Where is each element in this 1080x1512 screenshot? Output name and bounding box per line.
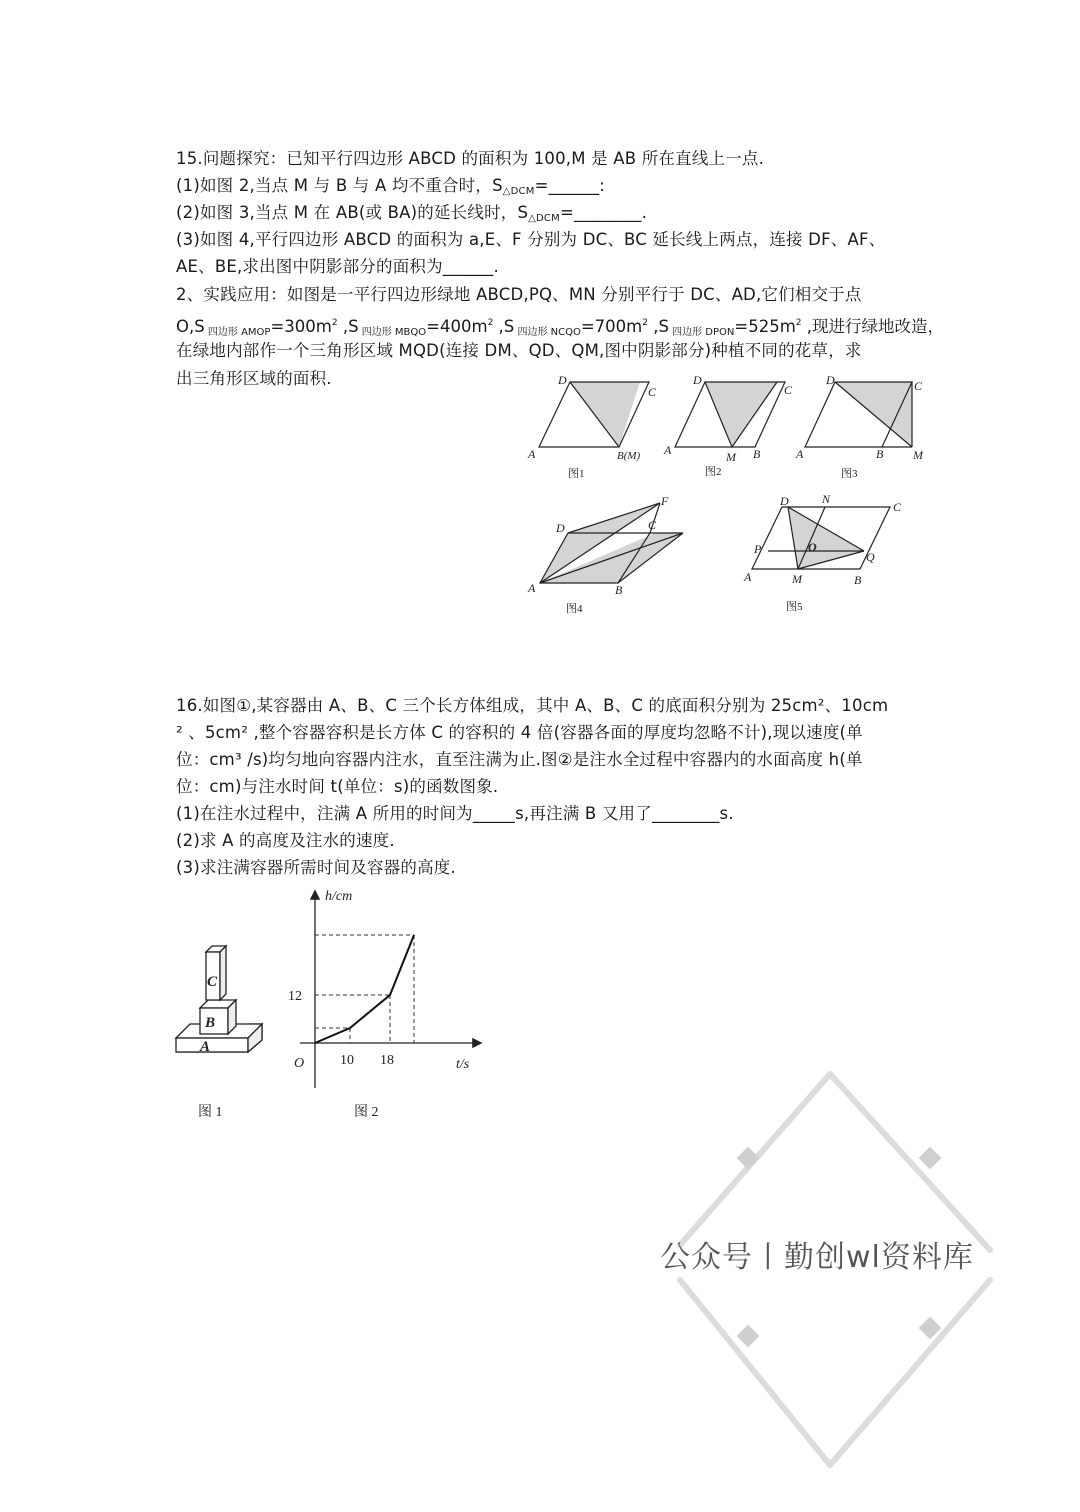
q2-line-4: 出三角形区域的面积. (176, 369, 332, 388)
q16-line-5: (1)在注水过程中，注满 A 所用的时间为_____s,再注满 B 又用了________s. (176, 804, 734, 823)
wm-edge-4 (830, 1280, 990, 1465)
container-figure (170, 940, 270, 1130)
q15-line-2: (1)如图 2,当点 M 与 B 与 A 均不重合时，$S_{\triangle DCM}=\_\_\_\_\_\_$: (176, 176, 606, 197)
fig5-label-a: A (744, 570, 752, 584)
fig2-label-b: B (753, 447, 761, 461)
fig1-label-d: D (558, 373, 567, 387)
geometry-figures-svg (520, 370, 940, 630)
fig5-caption: 图5 (786, 601, 803, 613)
watermark-text: 公众号丨勤创wl资料库 (660, 1240, 974, 1275)
fig5-label-m: M (792, 572, 802, 586)
height-time-graph (280, 880, 490, 1130)
q15-line-1: 15.问题探究：已知平行四边形 ABCD 的面积为 100,M 是 AB 所在直线上一点. (176, 149, 765, 168)
q2-line-3: 在绿地内部作一个三角形区域 MQD(连接 DM、QD、QM,图中阴影部分)种植不同的花草，求 (176, 341, 862, 360)
fig5-label-d: D (780, 494, 789, 508)
geometry-figures (520, 370, 940, 630)
fig3-label-b: B (876, 447, 884, 461)
fig1-caption: 图1 (568, 468, 585, 480)
fig3-label-m: M (913, 448, 923, 462)
q16-line-6: (2)求 A 的高度及注水的速度. (176, 831, 395, 850)
fig1-label-a: A (528, 447, 536, 461)
fig4-label-f: F (661, 494, 669, 508)
wm-dot-3 (737, 1325, 760, 1348)
fig4-caption: 图4 (566, 603, 583, 615)
graph-y-label: h/cm (325, 889, 353, 904)
fig2-label-a: A (664, 443, 672, 457)
q15-line-3: (2)如图 3,当点 M 在 AB(或 BA)的延长线时，$S_{\triangle DCM}=\_\_\_\_\_\_\_\_$. (176, 203, 648, 224)
graph-tick-12: 12 (288, 989, 302, 1004)
wm-edge-2 (830, 1074, 990, 1250)
fig4-label-d: D (556, 521, 565, 535)
q16-line-7: (3)求注满容器所需时间及容器的高度. (176, 858, 456, 877)
graph-x-label: t/s (456, 1057, 470, 1072)
q16-line-1: 16.如图①,某容器由 A、B、C 三个长方体组成，其中 A、B、C 的底面积分别为 25cm²、10cm (176, 696, 889, 715)
q16-line-4: 位：cm)与注水时间 t(单位：s)的函数图象. (176, 777, 499, 796)
block-c-label: C (207, 974, 218, 990)
graph-origin-label: O (294, 1056, 305, 1071)
block-b-label: B (205, 1015, 216, 1031)
fig5-label-q: Q (866, 550, 875, 564)
fig1-label-bm: B(M) (617, 450, 641, 462)
block-a-front (176, 1038, 248, 1052)
fig4-label-a: A (528, 581, 536, 595)
block-c-right (220, 946, 226, 1000)
wm-dot-1 (737, 1147, 760, 1170)
container-svg (170, 940, 270, 1130)
fig2-shade (705, 382, 777, 447)
q2-line-2: O,S $_{四边形 AMOP}=300m^2$ ,S $_{四边形 MBQO}=400m^2$ ,S $_{四边形 NCQO}=700m^2$ ,S $_{四边形 DPON}=525m^2$ ,现进行绿地改造， (176, 317, 945, 338)
graph-caption: 图 2 (354, 1105, 379, 1120)
water-height-line (315, 935, 414, 1043)
fig5-label-n: N (822, 492, 831, 506)
fig3-caption: 图3 (841, 468, 858, 480)
fig3-label-a: A (796, 447, 804, 461)
fig2-caption: 图2 (705, 466, 722, 478)
graph-svg (280, 880, 490, 1130)
wm-edge-3 (680, 1280, 830, 1465)
q16-line-2: ² 、5cm² ,整个容器容积是长方体 C 的容积的 4 倍(容器各面的厚度均忽略不计),现以速度(单 (176, 723, 863, 742)
fig3-label-c: C (914, 379, 923, 393)
fig4-label-b: B (615, 583, 623, 597)
q16-line-3: 位：cm³ /s)均匀地向容器内注水，直至注满为止.图②是注水全过程中容器内的水面高度 h(单 (176, 750, 863, 769)
wm-dot-2 (919, 1147, 942, 1170)
fig5-label-o: O (808, 540, 817, 554)
q15-line-5: AE、BE,求出图中阴影部分的面积为______. (176, 257, 499, 276)
fig5-shade (788, 507, 864, 569)
q15-line-4: (3)如图 4,平行四边形 ABCD 的面积为 a,E、F 分别为 DC、BC 延长线上两点，连接 DF、AF、 (176, 230, 886, 249)
fig4-label-c: C (648, 518, 657, 532)
graph-tick-18: 18 (380, 1053, 394, 1068)
fig1-label-c: C (648, 385, 657, 399)
container-caption: 图 1 (198, 1105, 223, 1120)
fig2-label-m: M (726, 450, 736, 464)
graph-tick-10: 10 (340, 1053, 354, 1068)
fig2-label-d: D (693, 373, 702, 387)
q2-line-1: 2、实践应用：如图是一平行四边形绿地 ABCD,PQ、MN 分别平行于 DC、AD,它们相交于点 (176, 285, 862, 304)
block-a-label: A (200, 1039, 211, 1055)
fig2-label-c: C (784, 383, 793, 397)
fig1-shade (570, 382, 640, 447)
fig5-label-b: B (854, 573, 862, 587)
fig5-label-c: C (893, 500, 902, 514)
fig3-label-d: D (826, 373, 835, 387)
fig5-label-p: P (754, 542, 762, 556)
